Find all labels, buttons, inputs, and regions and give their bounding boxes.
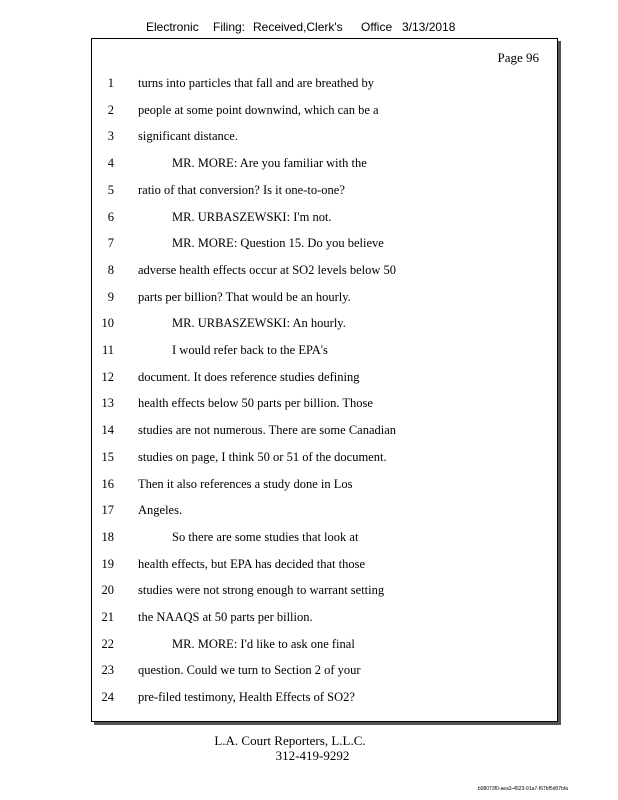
transcript-line [92, 288, 557, 306]
line-text: document. It does reference studies defining [138, 369, 360, 384]
reporter-phone: 312-419-9292 [275, 748, 350, 763]
line-text: significant distance. [138, 129, 238, 144]
transcript-line [92, 341, 557, 359]
line-number: 2 [107, 102, 114, 117]
line-number: 12 [101, 369, 114, 384]
transcript-line [92, 208, 557, 226]
line-number: 16 [101, 476, 114, 491]
line-number: 1 [107, 76, 114, 90]
transcript-line [92, 261, 557, 279]
line-text: studies are not numerous. There are some Canadian [138, 423, 397, 438]
line-number: 14 [101, 423, 114, 438]
line-number: 23 [101, 663, 114, 678]
transcript-page [91, 38, 558, 722]
transcript-line [92, 314, 557, 332]
transcript-line [92, 421, 557, 439]
line-text: Then it also references a study done in Los [138, 476, 353, 491]
transcript-line [92, 154, 557, 172]
filing-stamp-received: Received,Clerk's [253, 20, 343, 34]
line-number: 6 [107, 209, 114, 224]
line-text: people at some point downwind, which can be a [138, 102, 379, 117]
line-number: 8 [107, 262, 114, 277]
reporter-company: L.A. Court Reporters, L.L.C. [214, 733, 366, 748]
line-text: health effects below 50 parts per billion. Those [138, 396, 373, 411]
line-number: 15 [101, 449, 114, 464]
line-text: studies on page, I think 50 or 51 of the document. [138, 449, 387, 464]
line-text: pre-filed testimony, Health Effects of SO2? [138, 690, 355, 705]
line-text: MR. URBASZEWSKI: I'm not. [172, 209, 332, 224]
line-text: studies were not strong enough to warrant setting [138, 583, 385, 598]
line-number: 19 [101, 556, 114, 571]
transcript-line [92, 448, 557, 466]
transcript-line [92, 688, 557, 706]
transcript-line [92, 368, 557, 386]
line-number: 21 [101, 610, 114, 624]
line-number: 17 [101, 503, 114, 518]
filing-stamp-filing: Filing: [213, 20, 246, 34]
transcript-line [92, 528, 557, 546]
transcript-line [92, 555, 557, 573]
line-text: health effects, but EPA has decided that those [138, 556, 366, 571]
transcript-line [92, 74, 557, 92]
transcript-line [92, 581, 557, 599]
transcript-line [92, 127, 557, 145]
transcript-line [92, 475, 557, 493]
filing-stamp-electronic: Electronic [146, 20, 199, 34]
transcript-line [92, 661, 557, 679]
line-text: question. Could we turn to Section 2 of your [138, 663, 361, 678]
transcript-line [92, 608, 557, 626]
line-number: 3 [107, 129, 114, 144]
line-number: 24 [101, 690, 114, 705]
line-text: parts per billion? That would be an hourly. [138, 289, 351, 304]
line-text: the NAAQS at 50 parts per billion. [138, 610, 313, 624]
transcript-line [92, 635, 557, 653]
transcript-line [92, 234, 557, 252]
line-text: ratio of that conversion? Is it one-to-one? [138, 182, 345, 197]
page-number: Page 96 [497, 50, 539, 65]
document-hash: b98073f0-aea3-4523-91a7-f67bf5d07bfa [477, 786, 568, 792]
line-number: 18 [101, 529, 114, 544]
line-text: turns into particles that fall and are breathed by [138, 76, 375, 90]
line-text: So there are some studies that look at [172, 529, 359, 544]
filing-stamp-office: Office [361, 20, 393, 34]
line-text: MR. URBASZEWSKI: An hourly. [172, 316, 346, 331]
line-number: 10 [101, 316, 114, 331]
reporter-footer [0, 733, 580, 763]
line-text: Angeles. [138, 503, 183, 518]
line-number: 22 [101, 636, 114, 651]
line-text: I would refer back to the EPA's [172, 343, 328, 357]
line-number: 13 [101, 396, 114, 411]
line-number: 4 [107, 156, 114, 171]
line-text: adverse health effects occur at SO2 levels below 50 [138, 262, 397, 277]
line-text: MR. MORE: Are you familiar with the [172, 156, 367, 171]
line-number: 5 [107, 182, 114, 197]
line-number: 9 [107, 289, 114, 304]
transcript-line [92, 181, 557, 199]
transcript-line [92, 101, 557, 119]
line-number: 11 [101, 343, 114, 357]
line-number: 20 [101, 583, 114, 598]
transcript-line [92, 394, 557, 412]
filing-stamp-date: 3/13/2018 [402, 20, 456, 34]
line-text: MR. MORE: I'd like to ask one final [172, 636, 355, 651]
line-number: 7 [107, 236, 114, 251]
transcript-line [92, 501, 557, 519]
line-text: MR. MORE: Question 15. Do you believe [172, 236, 384, 251]
